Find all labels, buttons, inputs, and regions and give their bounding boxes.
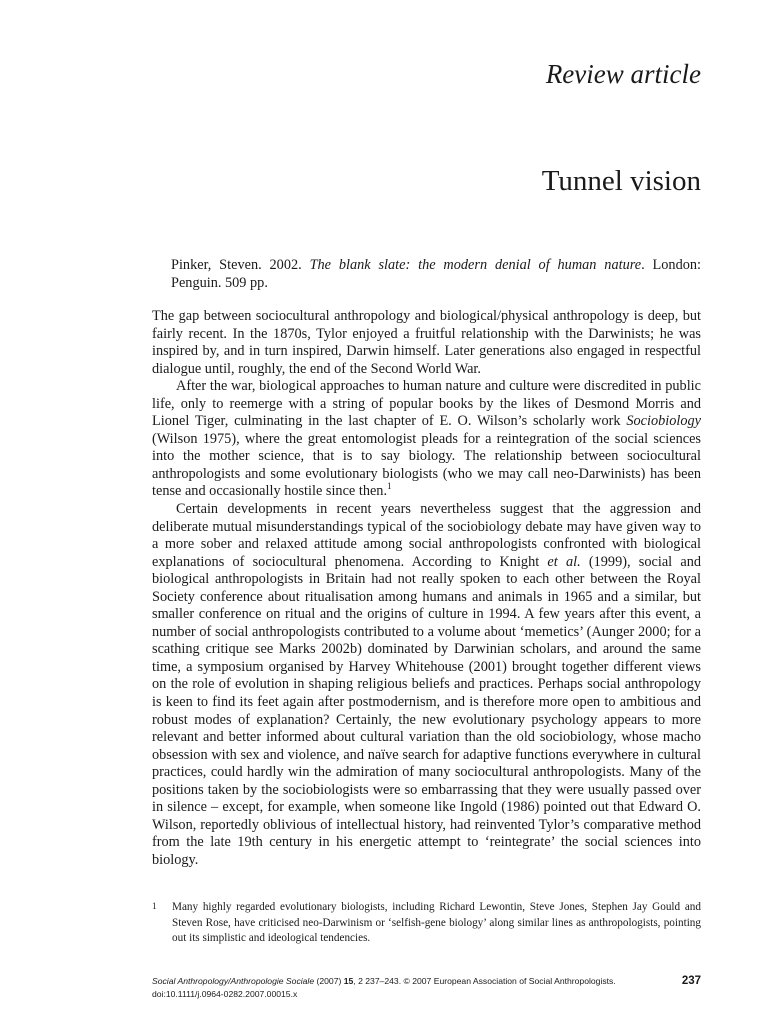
article-title: Tunnel vision	[541, 165, 701, 197]
citation-title-period: .	[641, 257, 645, 273]
page-footer	[152, 975, 701, 1000]
book-citation	[171, 257, 701, 292]
footer-journal-name: Social Anthropology/Anthropologie Sociale	[152, 976, 315, 986]
footer-journal-citation	[152, 975, 616, 988]
footnote-1	[152, 900, 701, 947]
citation-publisher: London: Penguin. 509 pp.	[171, 257, 701, 291]
paragraph-2-text-b: (Wilson 1975), where the great entomologist pleads for a reintegration of the social sciences into the mother science, that is to say biology. The relationship between sociocultural anthropologists and some evolutionary biologists (who we may call neo-Darwinists) has been tense and occasionally hostile since then.	[152, 430, 701, 500]
article-body	[152, 308, 701, 870]
footer-issue-pages: , 2 237–243. © 2007 European Association of Social Anthropologists.	[353, 976, 616, 986]
section-label: Review article	[545, 59, 701, 89]
footer-volume: 15	[343, 976, 354, 986]
footer-citation-line	[152, 975, 701, 988]
citation-author-year: Pinker, Steven. 2002.	[171, 257, 310, 273]
page-number: 237	[681, 975, 701, 987]
paragraph-3	[152, 501, 701, 869]
paragraph-3-text-a: Certain developments in recent years nevertheless suggest that the aggression and deliberate mutual misunderstandings typical of the sociobiology debate may have given way to a more sober and relaxed attitude among social anthropologists confronted with biological explanations of sociocultural phenomena. According to Knight	[152, 501, 701, 570]
paragraph-3-italic: et al.	[547, 553, 581, 570]
paragraph-3-text-b: (1999), social and biological anthropologists in Britain had not really spoken to each other between the Royal Society conference about ritualisation among humans and animals in 1965 and a similar, but smaller conference on ritual and the origins of culture in 1994. A few years after this event, a number of social anthropologists contributed to a volume about ‘memetics’ (Aunger 2000; for a scathing critique see Marks 2002b) dominated by Darwinian scholars, and around the same time, a symposium organised by Harvey Whitehouse (2001) brought together different views on the role of evolution in shaping religious beliefs and practices. Perhaps social anthropology is keen to find its feet again after postmodernism, and is therefore more open to ambitious and robust modes of explanation? Certainly, the new evolutionary psychology appears to more relevant and better informed about cultural variation than the old sociobiology, whose macho obsession with sex and violence, and naïve search for adaptive functions everywhere in cultural practices, could hardly win the admiration of many sociocultural anthropologists. Many of the positions taken by the sociobiologists were so embarrassing that they were usually passed over in silence – except, for example, when someone like Ingold (1986) pointed out that Edward O. Wilson, reportedly oblivious of intellectual history, had reinvented Tylor’s comparative method from the late 19th century in his energetic attempt to ‘reintegrate’ the social sciences into biology.	[152, 553, 701, 868]
article-page	[152, 0, 701, 1024]
footer-year: (2007)	[314, 976, 344, 986]
footer-doi[interactable]: doi:10.1111/j.0964-0282.2007.00015.x	[152, 988, 298, 999]
paragraph-1: The gap between sociocultural anthropology and biological/physical anthropology is deep, but fairly recent. In the 1870s, Tylor enjoyed a fruitful relationship with the Darwinists; he was inspired by, and in turn inspired, Darwin himself. Later generations also engaged in respectful dialogue until, roughly, the end of the Second World War.	[152, 308, 701, 377]
paragraph-2	[152, 378, 701, 501]
footnote-text: Many highly regarded evolutionary biologists, including Richard Lewontin, Steve Jones, Stephen Jay Gould and Steven Rose, have criticised neo-Darwinism or ‘selfish-gene biology’ along similar lines as anthropologists, pointing out its simplistic and ideological tendencies.	[172, 901, 701, 944]
citation-book-title: The blank slate: the modern denial of human nature	[309, 257, 642, 273]
footnote-reference-1[interactable]: 1	[387, 481, 392, 492]
paragraph-2-text-a: After the war, biological approaches to human nature and culture were discredited in public life, only to reemerge with a string of popular books by the likes of Desmond Morris and Lionel Tiger, culminating in the last chapter of E. O. Wilson’s scholarly work	[152, 378, 701, 430]
paragraph-2-italic: Sociobiology	[626, 413, 701, 430]
footnote-number: 1	[152, 901, 157, 911]
